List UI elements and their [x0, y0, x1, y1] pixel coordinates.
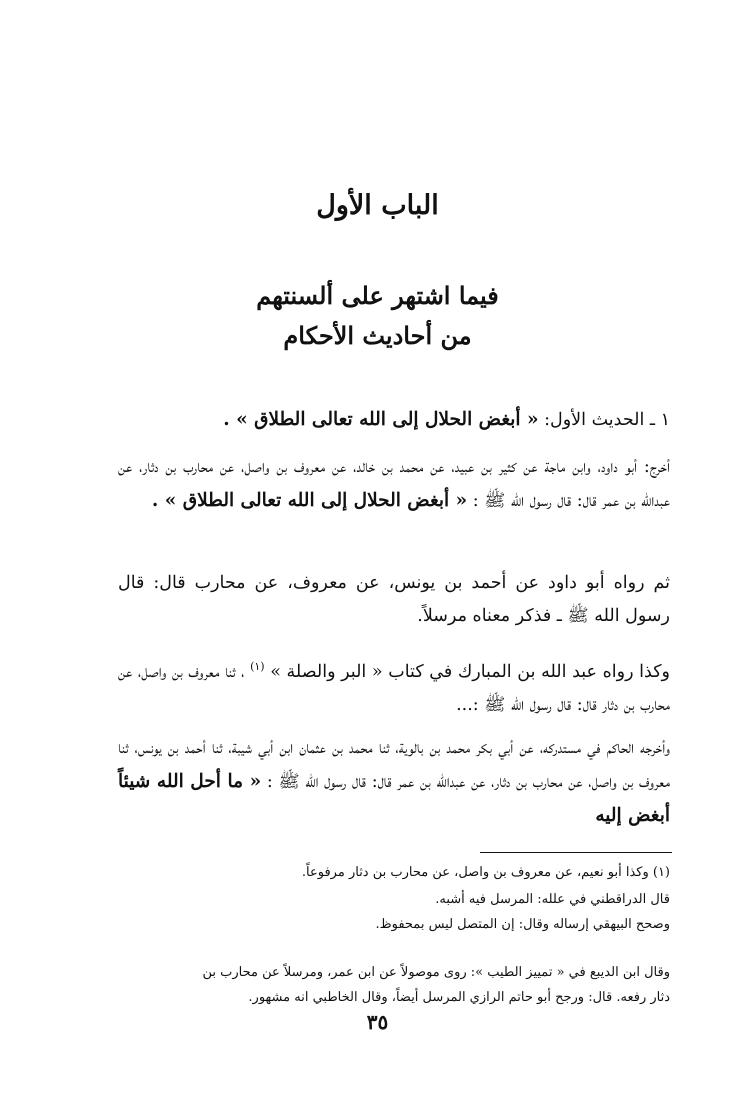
hadith-text: « أبغض الحلال إلى الله تعالى الطلاق » .: [223, 409, 539, 430]
paragraph-3-text-a: وكذا رواه عبد الله بن المبارك في كتاب « البر والصلة »: [270, 661, 670, 682]
hadith-heading: [118, 403, 670, 437]
paragraph-4: [118, 732, 670, 833]
footnote-line-2: قال الدراقطني في علله: المرسل فيه أشبه.: [435, 892, 670, 907]
hadith-label: الحديث الأول:: [544, 410, 645, 430]
paragraph-1: [118, 451, 670, 518]
paragraph-4-text: وأخرجه الحاكم في مستدركه، عن أبي بكر محمد بن بالوية، ثنا محمد بن عثمان ابن أبي شيبة، ثنا أحمد بن يونس، ثنا معروف بن واصل، عن محارب بن دثار، عن عبدالله بن عمر قال: قال رسول الله ﷺ :: [118, 738, 670, 792]
footnote-divider: [480, 852, 672, 853]
footnote-1: (١) وكذا أبو نعيم، عن معروف بن واصل، عن محارب بن دثار مرفوعاً.: [301, 865, 670, 880]
footnote-line-5: دثار رفعه. قال: ورجح أبو حاتم الرازي المرسل أيضاً، وقال الخاطبي انه مشهور.: [248, 990, 670, 1005]
paragraph-2: [118, 567, 670, 633]
paragraph-3: [118, 650, 670, 722]
footnote-line-4: وقال ابن الديبع في « تمييز الطيب »: روى موصولاً عن ابن عمر، ومرسلاً عن محارب بن: [202, 965, 670, 980]
footnote-marker: (١): [250, 660, 265, 673]
paragraph-3-text-b: ، ثنا معروف بن واصل، عن محارب بن دثار قال: قال رسول الله ﷺ :...: [118, 661, 670, 715]
chapter-title: الباب الأول: [316, 190, 439, 221]
section-title-line-2: من أحاديث الأحكام: [283, 321, 472, 350]
page-number: ٣٥: [366, 1010, 389, 1034]
paragraph-1-text: أخرج: أبو داود، وابن ماجة عن كثير بن عبيد، عن محمد بن خالد، عن معروف بن واصل، عن محارب بن دثار، عن عبدالله بن عمر قال: قال رسول الله ﷺ :: [118, 457, 670, 511]
hadith-number: ١ ـ: [649, 410, 670, 430]
paragraph-4-quote: « ما أحل الله شيئاً أبغض إليه: [118, 771, 670, 826]
section-title-line-1: فيما اشتهر على ألسنتهم: [256, 281, 499, 310]
paragraph-1-quote: « أبغض الحلال إلى الله تعالى الطلاق » .: [151, 490, 468, 511]
footnote-line-3: وصحح البيهقي إرساله وقال: إن المتصل ليس بمحفوظ.: [375, 917, 670, 932]
paragraph-2-text: ثم رواه أبو داود عن أحمد بن يونس، عن معروف، عن محارب قال: قال رسول الله ﷺ ـ فذكر معناه مرسلاً.: [118, 573, 670, 626]
